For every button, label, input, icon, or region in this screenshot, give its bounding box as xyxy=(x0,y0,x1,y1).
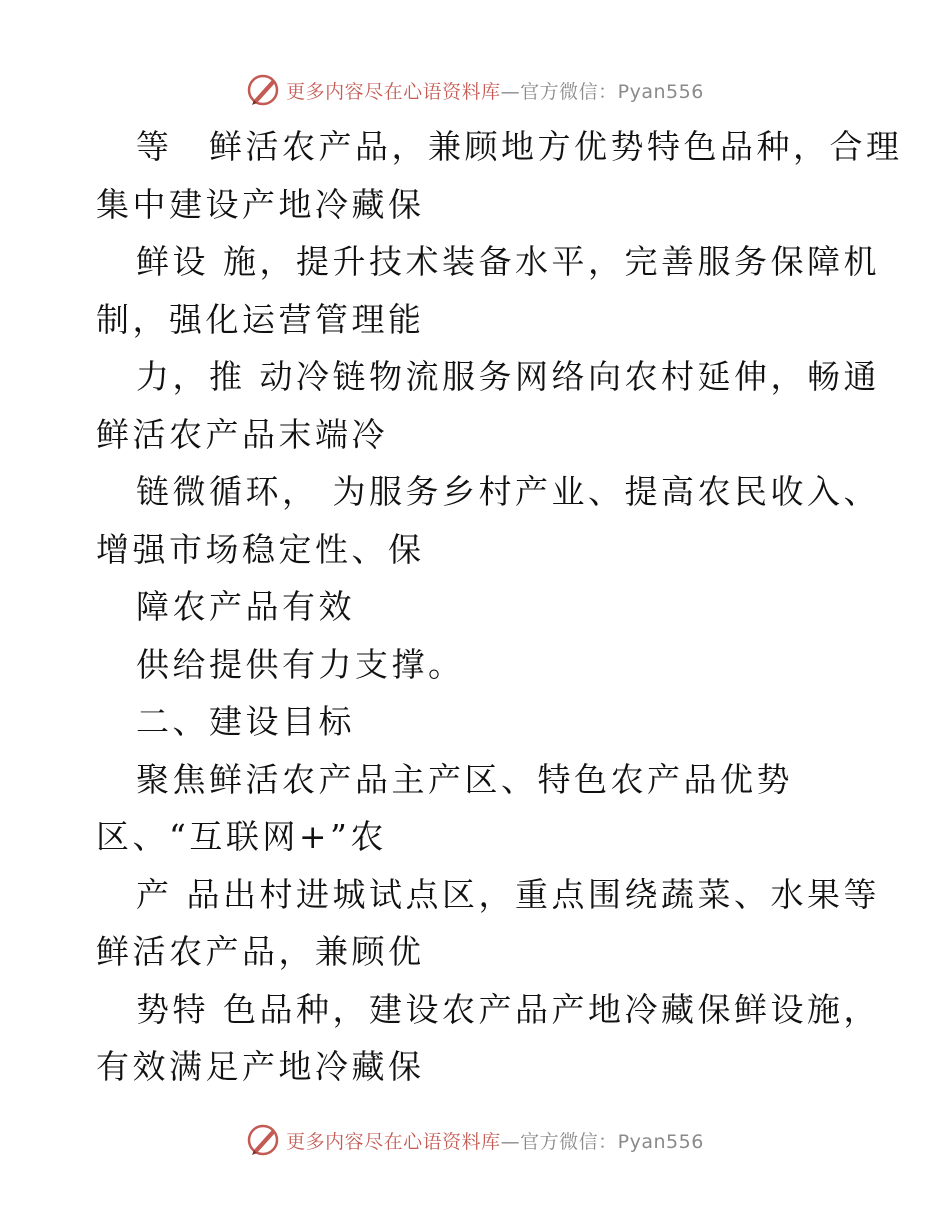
text-line: 势特 色品种，建设农产品产地冷藏保鲜设施， xyxy=(136,989,880,1029)
pen-logo-icon xyxy=(246,1123,280,1157)
text-line: 等 鲜活农产品，兼顾地方优势特色品种，合理 xyxy=(136,127,903,166)
text-line: 二、建设目标 xyxy=(136,702,355,741)
text-line: 产 品出村进城试点区，重点围绕蔬菜、水果等 xyxy=(136,874,880,914)
text-line: 力，推 动冷链物流服务网络向农村延伸，畅通 xyxy=(136,357,880,396)
text-line: 鲜活农产品，兼顾优 xyxy=(96,932,425,971)
text-line: 障农产品有效 xyxy=(136,587,355,626)
text-line: 区、“互联网+”农 xyxy=(96,817,387,856)
header-banner xyxy=(0,70,950,110)
text-line: 鲜设 施，提升技术装备水平，完善服务保障机 xyxy=(136,242,880,281)
text-line: 增强市场稳定性、保 xyxy=(96,529,425,569)
text-line: 制，强化运营管理能 xyxy=(96,299,425,339)
text-line: 有效满足产地冷藏保 xyxy=(96,1047,425,1086)
document-body xyxy=(96,118,903,1096)
text-line: 集中建设产地冷藏保 xyxy=(96,184,425,224)
banner-text: 更多内容尽在心语资料库—官方微信：Pyan556 xyxy=(286,80,704,103)
pen-logo-icon xyxy=(246,73,280,107)
footer-banner xyxy=(0,1120,950,1160)
text-line: 鲜活农产品末端冷 xyxy=(96,414,388,454)
text-line: 供给提供有力支撑。 xyxy=(136,644,465,684)
banner-text: 更多内容尽在心语资料库—官方微信：Pyan556 xyxy=(286,1130,704,1153)
text-line: 链微循环， 为服务乡村产业、提高农民收入、 xyxy=(136,472,880,511)
text-line: 聚焦鲜活农产品主产区、特色农产品优势 xyxy=(136,759,793,799)
